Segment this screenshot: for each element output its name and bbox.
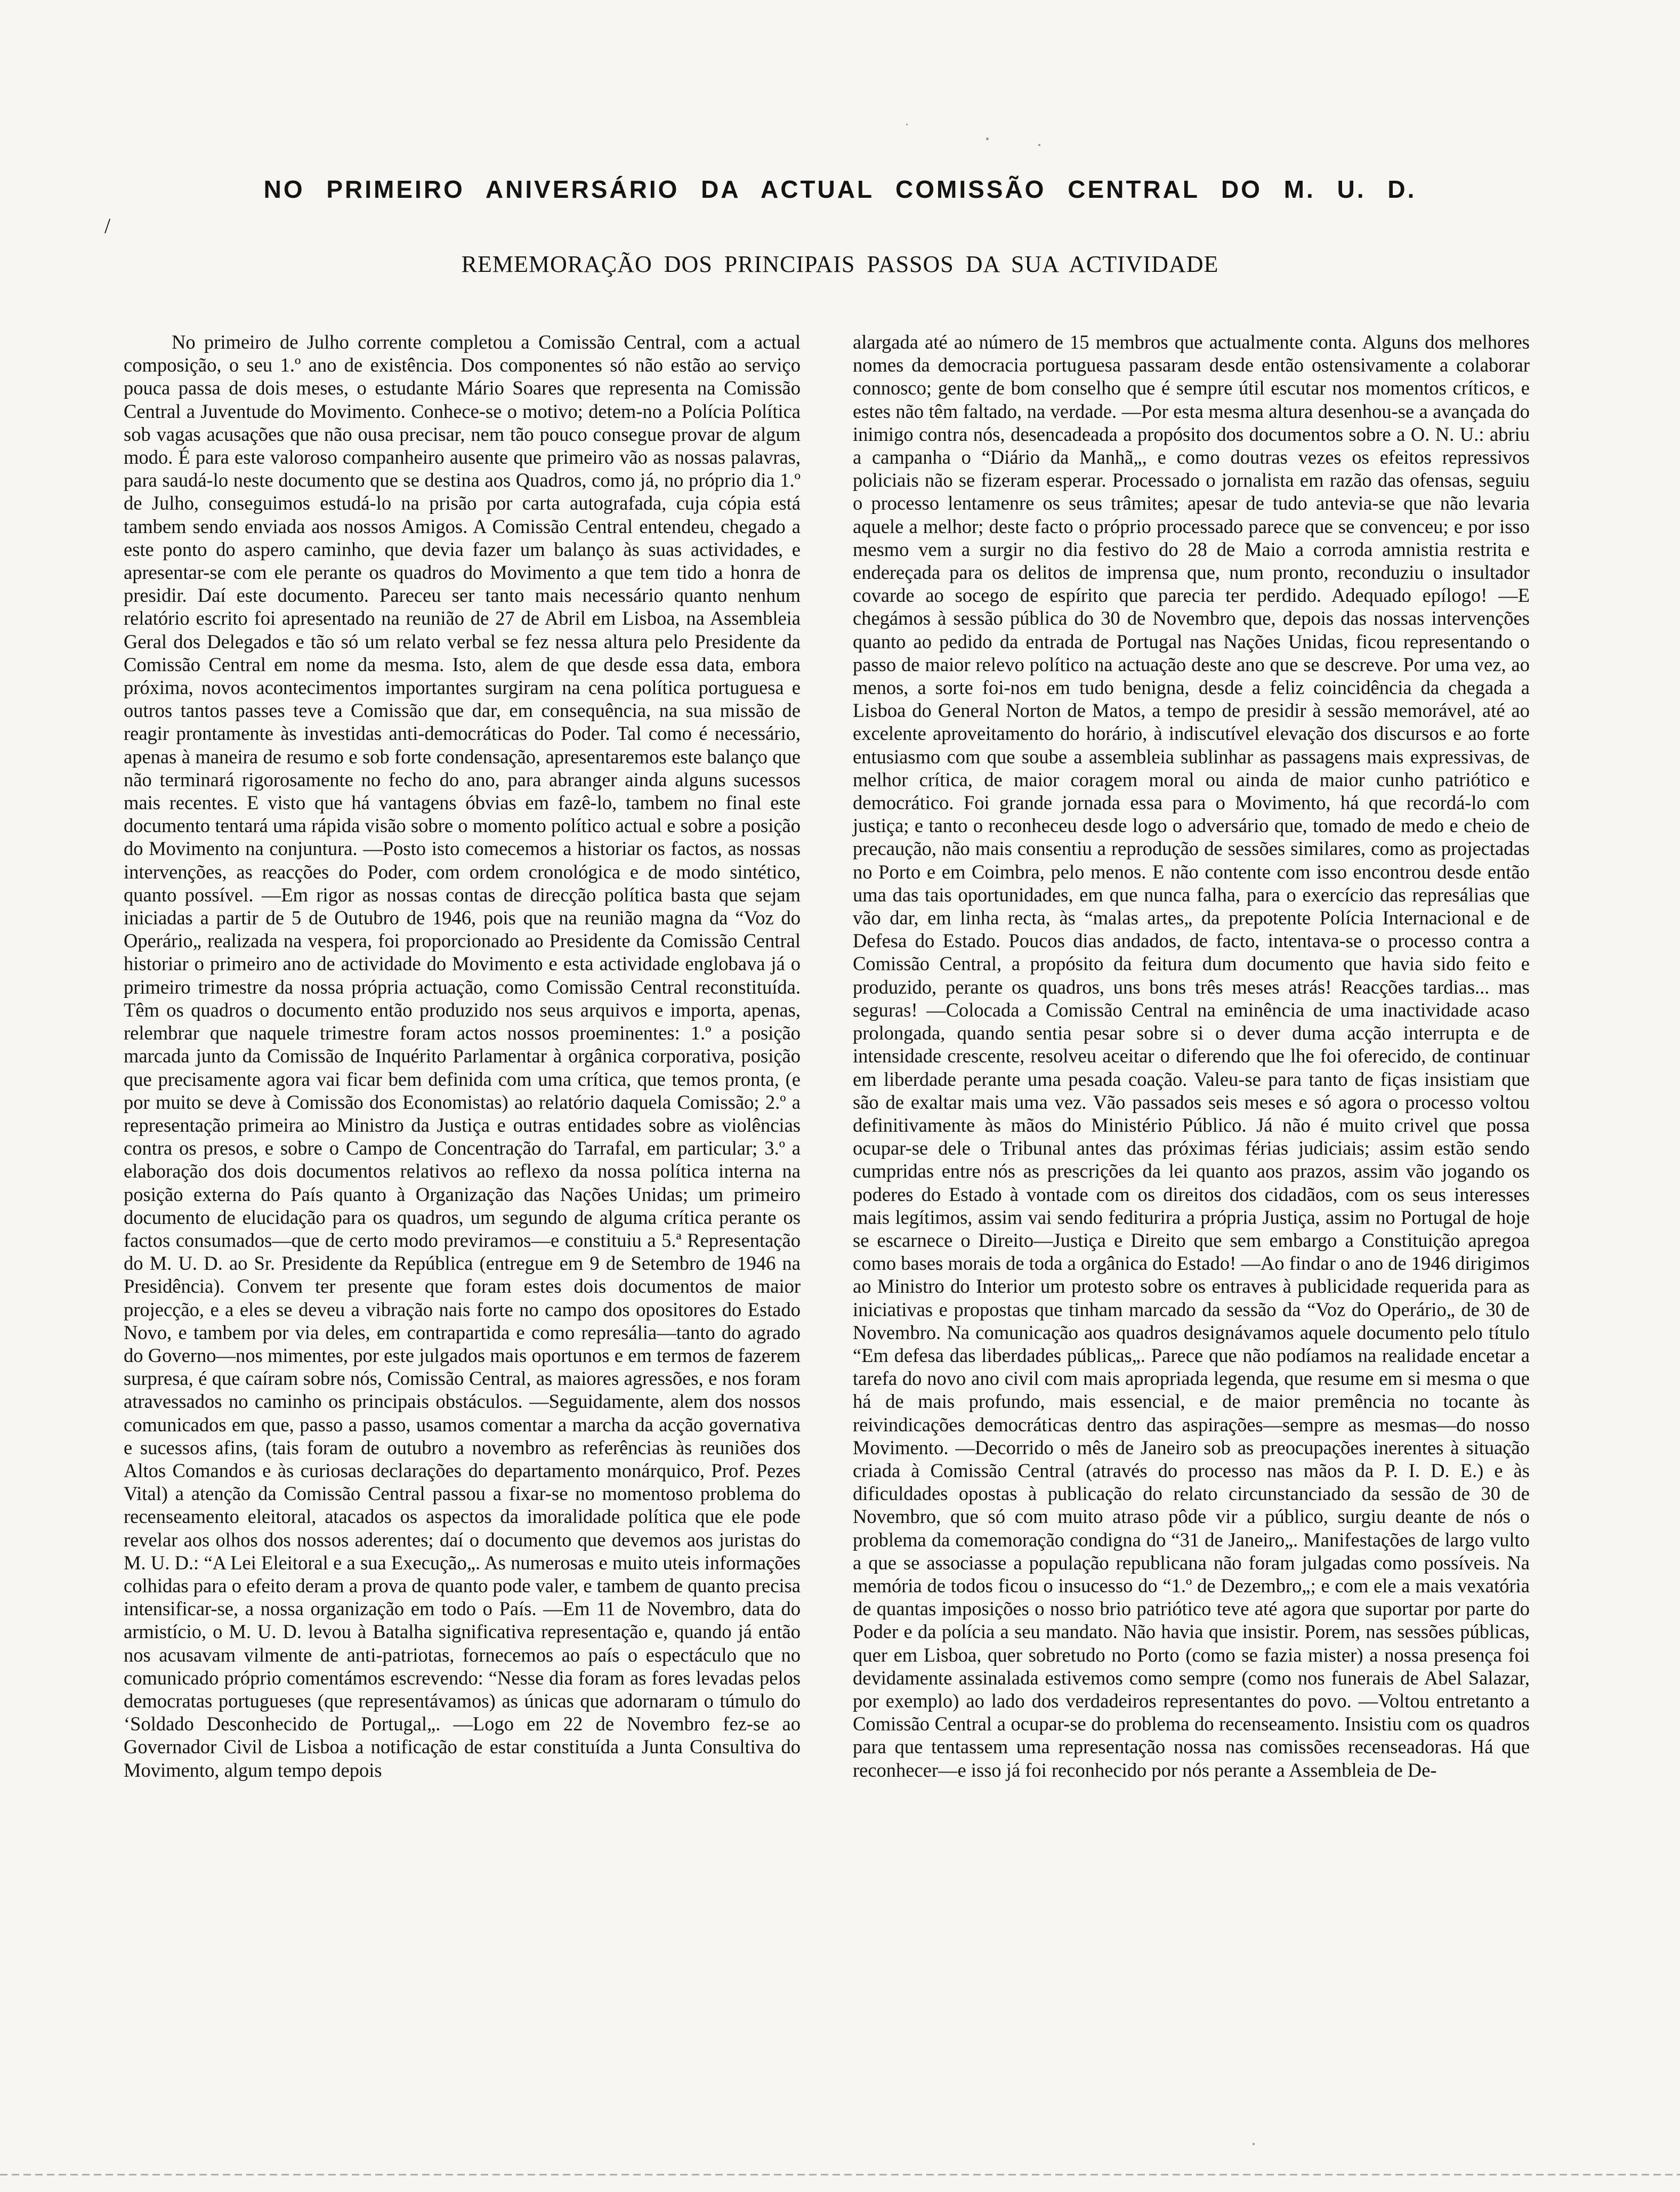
print-speck — [1253, 2143, 1255, 2145]
right-column — [853, 331, 1530, 1782]
right-column-text: alargada até ao número de 15 membros que actualmente conta. Alguns dos melhores nomes da democracia portuguesa passaram desde então ostensivamente a colaborar connosco; gente de bom conselho que é sempre útil escutar nos momentos críticos, e estes não têm faltado, na verdade. —Por esta mesma altura desenhou-se a avançada do inimigo contra nós, desencadeada a propósito dos documentos sobre a O. N. U.: abriu a campanha o “Diário da Manhã„, e como doutras vezes os efeitos repressivos policiais não se fizeram esperar. Processado o jornalista em razão das ofensas, seguiu o processo lentamenre os seus trâmites; apesar de tudo antevia-se que não levaria aquele a melhor; deste facto o próprio processado parece que se convenceu; e por isso mesmo vem a surgir no dia festivo do 28 de Maio a corroda amnistia restrita e endereçada para os delitos de imprensa que, num pronto, reconduziu o insultador covarde ao socego de espírito que parecia ter perdido. Adequado epílogo! —E chegámos à sessão pública do 30 de Novembro que, depois das nossas intervenções quanto ao pedido da entrada de Portugal nas Nações Unidas, ficou representando o passo de maior relevo político na actuação deste ano que se descreve. Por uma vez, ao menos, a sorte foi-nos em tudo benigna, desde a feliz coincidência da chegada a Lisboa do General Norton de Matos, a tempo de presidir à sessão memorável, até ao excelente aproveitamento do horário, à indiscutível elevação dos discursos e ao forte entusiasmo com que soube a assembleia sublinhar as passagens mais expressivas, de melhor crítica, de maior coragem moral ou ainda de maior cunho patriótico e democrático. Foi grande jornada essa para o Movimento, há que recordá-lo com justiça; e tanto o reconheceu desde logo o adversário que, tomado de medo e cheio de precaução, não mais consentiu a reprodução de sessões similares, como as projectadas no Porto e em Coimbra, pelo menos. E não contente com isso encontrou desde então uma das tais oportunidades, em que nunca falha, para o exercício das represálias que vão dar, em linha recta, às “malas artes„ da prepotente Polícia Internacional e de Defesa do Estado. Poucos dias andados, de facto, intentava-se o processo contra a Comissão Central, a propósito da feitura dum documento que havia sido feito e produzido, perante os quadros, uns bons três meses atrás! Reacções tardias... mas seguras! —Colocada a Comissão Central na eminência de uma inactividade acaso prolongada, quando sentia pesar sobre si o dever duma acção interrupta e de intensidade crescente, resolveu aceitar o diferendo que lhe foi oferecido, de continuar em liberdade perante uma pesada coação. Valeu-se para tanto de fiças insistiam que são de exaltar mais uma vez. Vão passados seis meses e só agora o processo voltou definitivamente às mãos do Ministério Público. Já não é muito crivel que possa ocupar-se dele o Tribunal antes das próximas férias judiciais; assim estão sendo cumpridas entre nós as prescrições da lei quanto aos prazos, assim vão jogando os poderes do Estado à vontade com os direitos dos cidadãos, com os seus interesses mais legítimos, assim vai sendo fediturira a própria Justiça, assim no Portugal de hoje se escarnece o Direito—Justiça e Direito que sem embargo a Constituição apregoa como bases morais de toda a orgânica do Estado! —Ao findar o ano de 1946 dirigimos ao Ministro do Interior um protesto sobre os entraves à publicidade requerida para as iniciativas e propostas que tinham marcado da sessão da “Voz do Operário„ de 30 de Novembro. Na comunicação aos quadros designávamos aquele documento pelo título “Em defesa das liberdades públicas„. Parece que não podíamos na realidade encetar a tarefa do novo ano civil com mais apropriada legenda, que resume em si mesma o que há de mais profundo, mais essencial, e de maior premência no tocante às reivindicações democráticas dentro das aspirações—sempre as mesmas—do nosso Movimento. —Decorrido o mês de Janeiro sob as preocupações inerentes à situação criada à Comissão Central (através do processo nas mãos da P. I. D. E.) e às dificuldades opostas à publicação do relato circunstanciado da sessão de 30 de Novembro, que só com muito atraso pôde vir a público, surgiu deante de nós o problema da comemoração condigna do “31 de Janeiro„. Manifestações de largo vulto a que se associasse a população republicana não foram julgadas como possíveis. Na memória de todos ficou o insucesso do “1.º de Dezembro„; e com ele a mais vexatória de quantas imposições o nosso brio patriótico teve até agora que suportar por parte do Poder e da polícia a seu mandato. Não havia que insistir. Porem, nas sessões públicas, quer em Lisboa, quer sobretudo no Porto (como se fazia mister) a nossa presença foi devidamente assinalada estivemos como sempre (como nos funerais de Abel Salazar, por exemplo) ao lado dos verdadeiros representantes do povo. —Voltou entretanto a Comissão Central a ocupar-se do problema do recenseamento. Insistiu com os quadros para que tentassem uma representação nossa nas comissões recenseadoras. Há que reconhecer—e isso já foi reconhecido por nós perante a Assembleia de De- — [853, 331, 1530, 1781]
document-title: NO PRIMEIRO ANIVERSÁRIO DA ACTUAL COMISSÃO CENTRAL DO M. U. D. — [263, 175, 1417, 203]
print-speck — [1038, 144, 1040, 146]
margin-mark: / — [104, 214, 111, 238]
print-speck — [986, 138, 989, 140]
left-column — [124, 331, 801, 1782]
document-subtitle: REMEMORAÇÃO DOS PRINCIPAIS PASSOS DA SUA ACTIVIDADE — [461, 251, 1219, 277]
print-speck — [906, 124, 908, 125]
left-column-text: No primeiro de Julho corrente completou a Comissão Central, com a actual composição, o seu 1.º ano de existência. Dos componentes só não estão ao serviço pouca passa de dois meses, o estudante Mário Soares que representa na Comissão Central a Juventude do Movimento. Conhece-se o motivo; detem-no a Polícia Política sob vagas acusações que não ousa precisar, nem tão pouco consegue provar de algum modo. É para este valoroso companheiro ausente que primeiro vão as nossas palavras, para saudá-lo neste documento que se destina aos Quadros, como já, no próprio dia 1.º de Julho, conseguimos estudá-lo na prisão por carta autografada, cuja cópia está tambem sendo enviada aos nossos Amigos. A Comissão Central entendeu, chegado a este ponto do aspero caminho, que devia fazer um balanço às suas actividades, e apresentar-se com ele perante os quadros do Movimento a que tem tido a honra de presidir. Daí este documento. Pareceu ser tanto mais necessário quanto nenhum relatório escrito foi apresentado na reunião de 27 de Abril em Lisboa, na Assembleia Geral dos Delegados e tão só um relato verbal se fez nessa altura pelo Presidente da Comissão Central em nome da mesma. Isto, alem de que desde essa data, embora próxima, novos acontecimentos importantes surgiram na cena política portuguesa e outros tantos passes teve a Comissão que dar, em consequência, na sua missão de reagir prontamente às investidas anti-democráticas do Poder. Tal como é necessário, apenas à maneira de resumo e sob forte condensação, apresentaremos este balanço que não terminará rigorosamente no fecho do ano, para abranger ainda alguns sucessos mais recentes. E visto que há vantagens óbvias em fazê-lo, tambem no final este documento tentará uma rápida visão sobre o momento político actual e sobre a posição do Movimento na conjuntura. —Posto isto comecemos a historiar os factos, as nossas intervenções, as reacções do Poder, com ordem cronológica e de modo sintético, quanto possível. —Em rigor as nossas contas de direcção política basta que sejam iniciadas a partir de 5 de Outubro de 1946, pois que na reunião magna da “Voz do Operário„ realizada na vespera, foi proporcionado ao Presidente da Comissão Central historiar o primeiro ano de actividade do Movimento e esta actividade englobava já o primeiro trimestre da nossa própria actuação, como Comissão Central reconstituída. Têm os quadros o documento então produzido nos seus arquivos e importa, apenas, relembrar que naquele trimestre foram actos nossos proeminentes: 1.º a posição marcada junto da Comissão de Inquérito Parlamentar à orgânica corporativa, posição que precisamente agora vai ficar bem definida com uma crítica, que temos pronta, (e por muito se deve à Comissão dos Economistas) ao relatório daquela Comissão; 2.º a representação primeira ao Ministro da Justiça e outras entidades sobre as violências contra os presos, e sobre o Campo de Concentração do Tarrafal, em particular; 3.º a elaboração dos dois documentos relativos ao reflexo da nossa política interna na posição externa do País quanto à Organização das Nações Unidas; um primeiro documento de elucidação para os quadros, um segundo de alguma crítica perante os factos consumados—que de certo modo previramos—e constituiu a 5.ª Representação do M. U. D. ao Sr. Presidente da República (entregue em 9 de Setembro de 1946 na Presidência). Convem ter presente que foram estes dois documentos de maior projecção, e a eles se deveu a vibração nais forte no campo dos opositores do Estado Novo, e tambem por via deles, em contrapartida e como represália—tanto do agrado do Governo—nos mimentes, por este julgados mais oportunos e em termos de fazerem surpresa, é que caíram sobre nós, Comissão Central, as maiores agressões, e nos foram atravessados no caminho os principais obstáculos. —Seguidamente, alem dos nossos comunicados em que, passo a passo, usamos comentar a marcha da acção governativa e sucessos afins, (tais foram de outubro a novembro as referências às reuniões dos Altos Comandos e às curiosas declarações do departamento monárquico, Prof. Pezes Vital) a atenção da Comissão Central passou a fixar-se no momentoso problema do recenseamento eleitoral, atacados os aspectos da imoralidade política que ele pode revelar aos olhos dos nossos aderentes; daí o documento que devemos aos juristas do M. U. D.: “A Lei Eleitoral e a sua Execução„. As numerosas e muito uteis informações colhidas para o efeito deram a prova de quanto pode valer, e tambem de quanto precisa intensificar-se, a nossa organização em todo o País. —Em 11 de Novembro, data do armistício, o M. U. D. levou à Batalha significativa representação e, quando já então nos acusavam vilmente de anti-patriotas, fornecemos ao país o espectáculo que no comunicado próprio comentámos escrevendo: “Nesse dia foram as fores levadas pelos democratas portugueses (que representávamos) as únicas que adornaram o túmulo do ‘Soldado Desconhecido de Portugal„. —Logo em 22 de Novembro fez-se ao Governador Civil de Lisboa a notificação de estar constituída a Junta Consultiva do Movimento, algum tempo depois — [124, 331, 801, 1781]
page-bottom-edge — [0, 2174, 1680, 2175]
